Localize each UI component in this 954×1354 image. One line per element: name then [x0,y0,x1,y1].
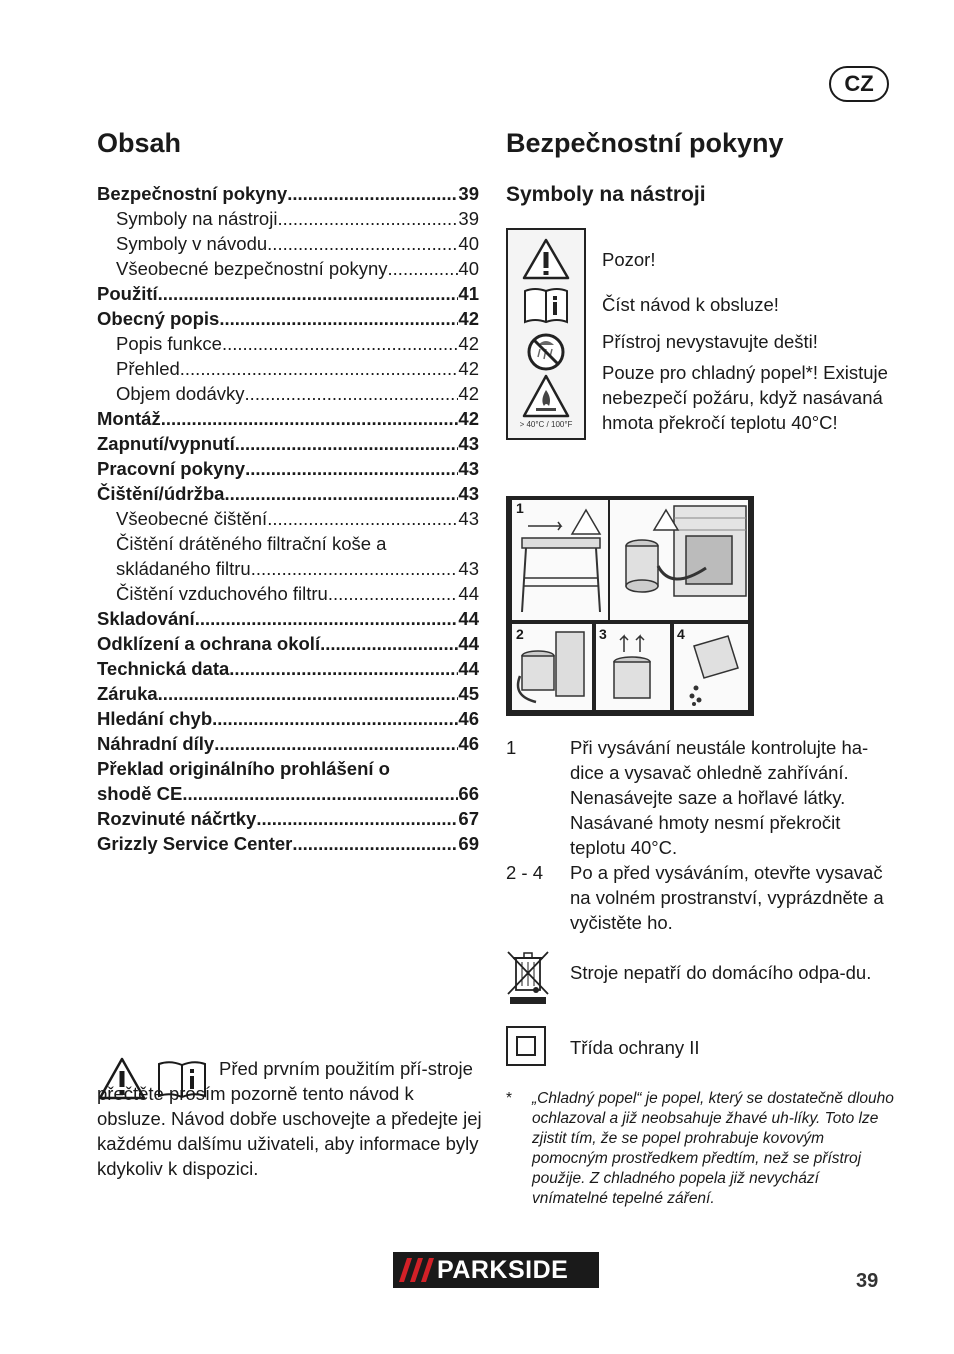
figure-label-4: 4 [677,626,685,642]
toc-leader-dots [235,433,459,455]
toc-entry-page: 42 [458,308,479,329]
manual-note: Před prvním použitím pří-stroje přečtěte prosím pozorně tento návod k obsluze. Návod dobře uschovejte a předejte jej každému dalšímu uživateli, aby informace byly kdykoliv k dispozici. [97,1058,482,1179]
toc-leader-dots [267,233,458,255]
toc-entry-page: 39 [458,183,479,204]
step-number: 1 [506,737,517,758]
language-badge: CZ [829,66,889,102]
list-item [506,735,896,860]
toc-entry-page: 45 [458,683,479,704]
table-of-contents [97,183,479,858]
toc-leader-dots [277,208,458,230]
toc-entry-title: Všeobecné čištění [116,508,268,529]
toc-leader-dots [245,383,459,405]
toc-entry-title: Popis funkce [116,333,222,354]
toc-leader-dots [224,483,458,505]
toc-entry-title: Čištění/údržba [97,483,225,504]
toc-entry [97,608,479,633]
toc-entry [97,333,479,358]
toc-entry-title: Technická data [97,658,230,679]
toc-leader-dots [214,733,458,755]
toc-entry-title: Odklízení a ochrana okolí [97,633,321,654]
tool-symbols-subtitle: Symboly na nástroji [506,183,706,206]
toc-entry-page: 44 [458,658,479,679]
caution-icon [524,240,568,278]
toc-leader-dots [245,458,458,480]
tool-symbols-strip [506,228,586,440]
toc-entry-page: 43 [458,558,479,579]
figure-label-2: 2 [516,626,524,642]
parkside-logo [393,1252,599,1288]
toc-entry-page: 42 [458,408,479,429]
toc-entry-title: Náhradní díly [97,733,215,754]
toc-entry-page: 44 [458,583,479,604]
toc-leader-dots [195,608,459,630]
toc-entry-page: 40 [458,233,479,254]
class2-text: Třída ochrany II [570,1037,700,1058]
toc-entry [97,758,479,783]
toc-entry [97,808,479,833]
toc-entry-title: Hledání chyb [97,708,213,729]
toc-entry-title: Grizzly Service Center [97,833,293,854]
toc-leader-dots [219,308,458,330]
toc-entry-title: Čištění vzduchového filtru [116,583,328,604]
toc-entry-title: Symboly na nástroji [116,208,278,229]
toc-leader-dots [388,258,459,280]
toc-entry-page: 66 [458,783,479,804]
toc-entry-page: 69 [458,833,479,854]
step-text: Po a před vysáváním, otevřte vysavač na volném prostranství, vyprázdněte a vyčistěte ho. [570,862,884,933]
toc-leader-dots [182,783,458,805]
no-rain-icon [529,335,563,369]
toc-leader-dots [328,583,459,605]
toc-entry [97,233,479,258]
toc-entry-page: 67 [458,808,479,829]
toc-leader-dots [158,283,459,305]
toc-entry-page: 44 [458,608,479,629]
list-item [506,860,896,935]
toc-entry-page: 42 [458,383,479,404]
toc-entry [97,408,479,433]
caution-text: Pozor! [602,249,656,270]
toc-leader-dots [287,183,458,205]
toc-entry [97,433,479,458]
toc-entry-title: Obecný popis [97,308,220,329]
fire-hazard-icon [524,376,568,416]
toc-leader-dots [158,683,459,705]
toc-entry [97,208,479,233]
toc-entry-page: 43 [458,508,479,529]
toc-entry-page: 43 [458,433,479,454]
toc-entry [97,383,479,408]
toc-leader-dots [212,708,458,730]
toc-entry [97,708,479,733]
toc-entry [97,633,479,658]
toc-entry-title: Objem dodávky [116,383,245,404]
read-manual-icon [525,289,567,322]
crossed-bin-icon [506,950,550,1006]
toc-entry-title: Rozvinuté náčrtky [97,808,257,829]
toc-leader-dots [180,358,459,380]
figure-label-3: 3 [599,626,607,642]
toc-leader-dots [251,558,459,580]
cold-ash-text: Pouze pro chladný popel*! Existuje nebezpečí požáru, když nasávaná hmota překročí teplotu 40°C! [602,362,888,433]
toc-entry-page: 42 [458,358,479,379]
toc-entry-title: Všeobecné bezpečnostní pokyny [116,258,388,279]
toc-entry [97,833,479,858]
toc-entry [97,458,479,483]
toc-entry-page: 46 [458,733,479,754]
no-rain-text: Přístroj nevystavujte dešti! [602,331,818,352]
footnote-marker: * [506,1090,513,1107]
toc-leader-dots [267,508,458,530]
toc-entry [97,658,479,683]
toc-entry [97,558,479,583]
toc-entry-title: Záruka [97,683,158,704]
toc-leader-dots [292,833,458,855]
toc-entry [97,183,479,208]
toc-entry-page: 41 [458,283,479,304]
toc-leader-dots [256,808,458,830]
toc-entry [97,283,479,308]
usage-illustration [506,496,754,716]
page-number: 39 [856,1270,879,1292]
step-list [506,735,896,935]
toc-leader-dots [229,658,458,680]
toc-entry-title: Použití [97,283,158,304]
toc-entry [97,508,479,533]
toc-entry-title: Pracovní pokyny [97,458,246,479]
toc-entry [97,258,479,283]
toc-leader-dots [320,633,458,655]
toc-entry-title: Bezpečnostní pokyny [97,183,288,204]
toc-entry-page: 46 [458,708,479,729]
toc-entry [97,533,479,558]
temperature-label: > 40°C / 100°F [519,420,573,429]
step-text: Při vysávání neustále kontrolujte ha-dice a vysavač ohledně zahřívání. Nenasávejte saze a hořlavé látky. Nasávané hmoty nesmí překročit teplotu 40°C. [570,737,869,858]
toc-entry [97,483,479,508]
toc-entry [97,358,479,383]
toc-leader-dots [222,333,458,355]
toc-title: Obsah [97,128,182,158]
toc-entry-page: 43 [458,458,479,479]
toc-entry [97,733,479,758]
toc-entry-page: 42 [458,333,479,354]
toc-entry-title: Překlad originálního prohlášení o [97,758,390,779]
toc-entry-title: Čištění drátěného filtrační koše a [116,533,387,554]
toc-entry-title: Symboly v návodu [116,233,268,254]
read-manual-text: Číst návod k obsluze! [602,294,779,315]
toc-entry-title: Přehled [116,358,180,379]
toc-entry [97,583,479,608]
toc-entry-title: Skladování [97,608,195,629]
weee-text: Stroje nepatří do domácího odpa-du. [570,962,872,983]
toc-entry-page: 44 [458,633,479,654]
toc-entry-title: Montáž [97,408,161,429]
figure-label-1: 1 [516,500,524,516]
step-number: 2 - 4 [506,862,544,883]
toc-entry-title: shodě CE [97,783,183,804]
toc-entry-page: 43 [458,483,479,504]
footnote [506,1089,896,1209]
safety-title: Bezpečnostní pokyny [506,128,784,158]
toc-entry [97,683,479,708]
toc-leader-dots [161,408,459,430]
toc-entry-title: Zapnutí/vypnutí [97,433,235,454]
toc-entry-page: 40 [458,258,479,279]
toc-entry-page: 39 [458,208,479,229]
toc-entry-title: skládaného filtru [116,558,251,579]
toc-entry [97,783,479,808]
toc-entry [97,308,479,333]
footnote-text: „Chladný popel“ je popel, který se dostatečně dlouho ochlazoval a již neobsahuje žhavé uh-líky. Toto lze zjistit tím, že se popel prohrabuje kovovým pomocným prostředkem předtím, než se přístroj použije. Z chladného popela již nevychází vnímatelné tepelné záření. [532,1090,894,1207]
protection-class-ii-icon [506,1026,546,1066]
brand-name: PARKSIDE [437,1256,569,1284]
